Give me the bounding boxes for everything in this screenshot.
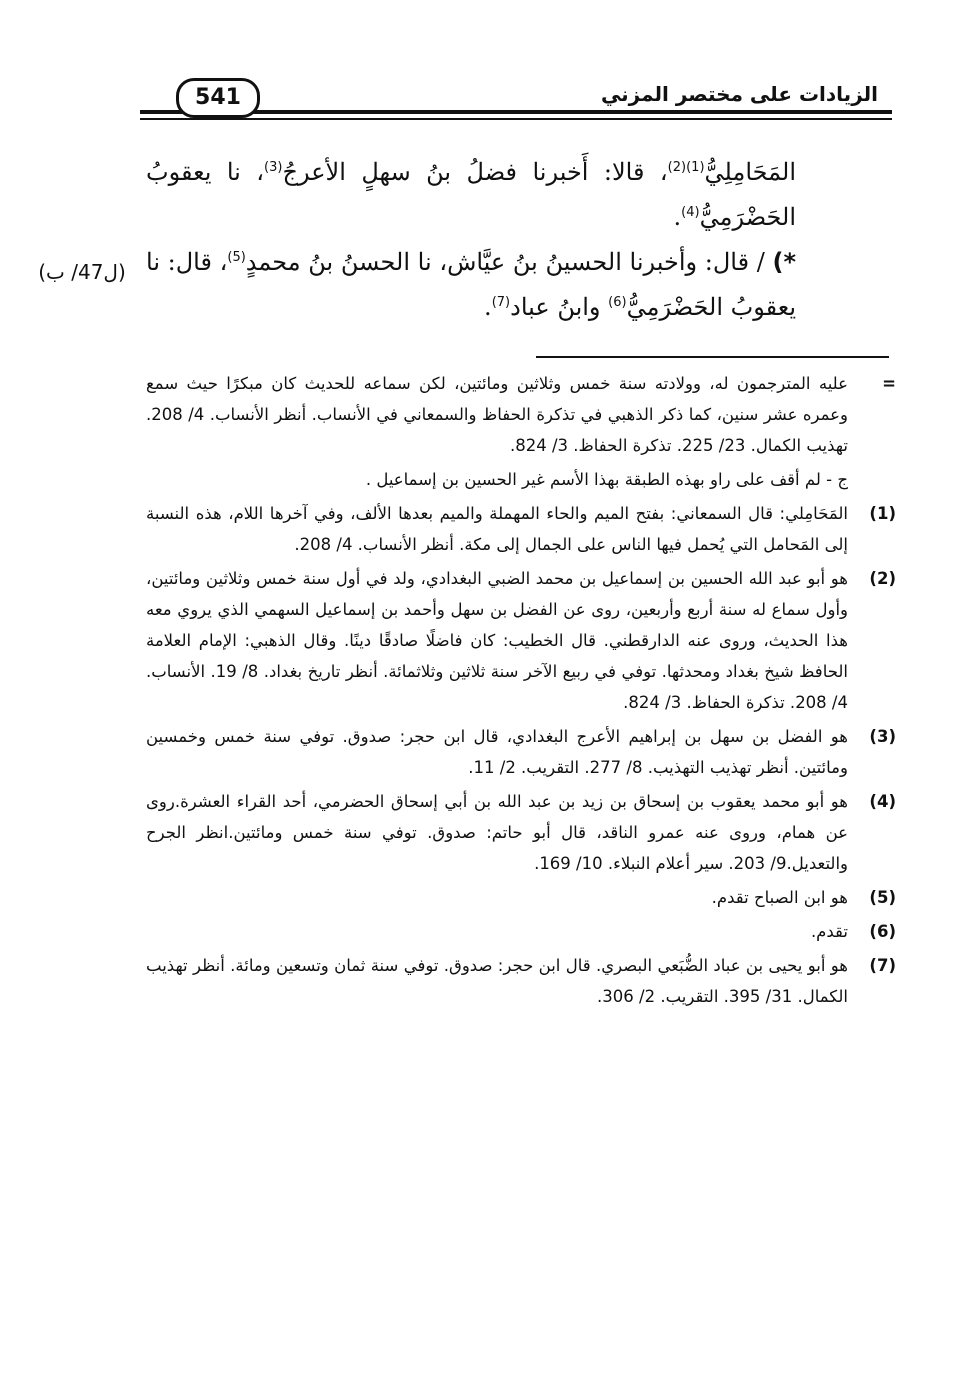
footnote-number: (5) [869,888,896,907]
footnote-text: هو أبو عبد الله الحسين بن إسماعيل بن محمد الضبي البغدادي، ولد في أول سنة خمس وثلاثين ومائتين، وأول سماع له سنة أربع وأربعين، روى عن الفضل بن سهل وأحمد بن إسماعيل السهمي الذي يروي معه هذا الحديث، وروى عنه الدارقطني. قال الخطيب: كان فاضلًا صادقًا دينًا. وقال الذهبي: الإمام العلامة الحافظ شيخ بغداد ومحدثها. توفي في ربيع الآخر سنة ثلاثين وثلاثمائة. أنظر تاريخ بغداد. 8/ 19. الأنساب. 4/ 208. تذكرة الحفاظ. 3/ 824. [146,569,848,712]
header-rule-thin [140,118,892,120]
footnote-number: (4) [869,792,896,811]
footnote-text: المَحَامِلي: قال السمعاني: بفتح الميم والحاء المهملة والميم بعدها الألف، وفي آخرها اللام، هذه النسبة إلى المَحامل التي يُحمل فيها الناس على الجمال إلى مكة. أنظر الأنساب. 4/ 208. [146,504,848,554]
continuation-marker: = [882,374,896,393]
main-paragraph-2 [146,240,796,330]
footnote-text: تقدم. [810,922,848,941]
footnote-ref-5[interactable]: (5) [227,250,246,265]
footnote-2 [146,563,896,718]
main-text-segment: وابنُ عباد [510,293,609,321]
footnote-text: هو أبو يحيى بن عباد الضُّبَعي البصري. قال ابن حجر: صدوق. توفي سنة ثمان وتسعين ومائة. أنظر تهذيب الكمال. 31/ 395. التقريب. 2/ 306. [146,956,848,1006]
footnotes [146,368,896,1015]
footnote-1 [146,498,896,560]
page-number: 541 [176,78,260,118]
main-text-segment: المَحَامِلِيُّ [704,158,796,186]
footnote-continuation [146,368,896,461]
main-text-segment: . [673,203,682,231]
footnote-text: هو الفضل بن سهل بن إبراهيم الأعرج البغدادي، قال ابن حجر: صدوق. توفي سنة خمس وخمسين ومائتين. أنظر تهذيب التهذيب. 8/ 277. التقريب. 2/ 11. [146,727,848,777]
main-text-segment: ، قال: نا يعقوبُ الحَضْرَمِيُّ [146,248,796,321]
footnote-ref-2[interactable]: (2) [667,160,687,175]
footnote-number: (7) [869,956,896,975]
footnote-number: (1) [869,504,896,523]
footnote-number: (3) [869,727,896,746]
footnote-text: عليه المترجمون له، وولادته سنة خمس وثلاثين ومائتين، لكن سماعه للحديث كان مبكرًا حيث سمع وعمره عشر سنين، كما ذكر الذهبي في تذكرة الحفاظ والسمعاني في الأنساب. أنظر الأنساب. 4/ 208. تهذيب الكمال. 23/ 225. تذكرة الحفاظ. 3/ 824. [146,374,848,455]
footnote-text: هو ابن الصباح تقدم. [711,888,848,907]
footnote-number: (6) [869,922,896,941]
page-header [140,72,892,122]
footnote-7 [146,950,896,1012]
footnote-4 [146,786,896,879]
main-text-segment: . [484,293,492,321]
footnote-ref-3[interactable]: (3) [264,160,283,175]
main-text-segment: ، قالا: أَخبرنا فضلُ بنُ سهلٍ الأعرجُ [282,158,668,186]
footnote-3 [146,721,896,783]
main-text-segment: / قال: وأخبرنا الحسينُ بنُ عيَّاش، نا الحسنُ بنُ محمدٍ [245,248,773,276]
footnote-ref-7[interactable]: (7) [491,295,511,310]
footnote-j-line: ج - لم أقف على راو بهذه الطبقة بهذا الأسم غير الحسين بن إسماعيل . [365,470,848,489]
footnote-text: هو أبو محمد يعقوب بن إسحاق بن زيد بن عبد الله بن أبي إسحاق الحضرمي، أحد القراء العشرة.روى عن همام، وروى عنه عمرو الناقد، قال أبو حاتم: صدوق. توفي سنة خمس ومائتين.انظر الجرح والتعديل.9/ 203. سير أعلام النبلاء. 10/ 169. [146,792,848,873]
footnote-ref-4[interactable]: (4) [681,205,700,220]
manuscript-folio-note: (ل47/ ب) [38,260,126,284]
footnote-ref-6[interactable]: (6) [608,295,627,310]
main-text-segment: ، نا يعقوبُ الحَضْرَمِيُّ [146,158,796,231]
footnote-5 [146,882,896,913]
footnote-separator [536,356,889,358]
folio-marker: *) [772,248,796,276]
footnote-6 [146,916,896,947]
main-paragraph-1 [146,150,796,240]
main-text [146,150,796,330]
footnote-number: (2) [869,569,896,588]
running-title: الزيادات على مختصر المزني [600,82,878,106]
footnote-ref-1[interactable]: (1) [686,160,705,175]
